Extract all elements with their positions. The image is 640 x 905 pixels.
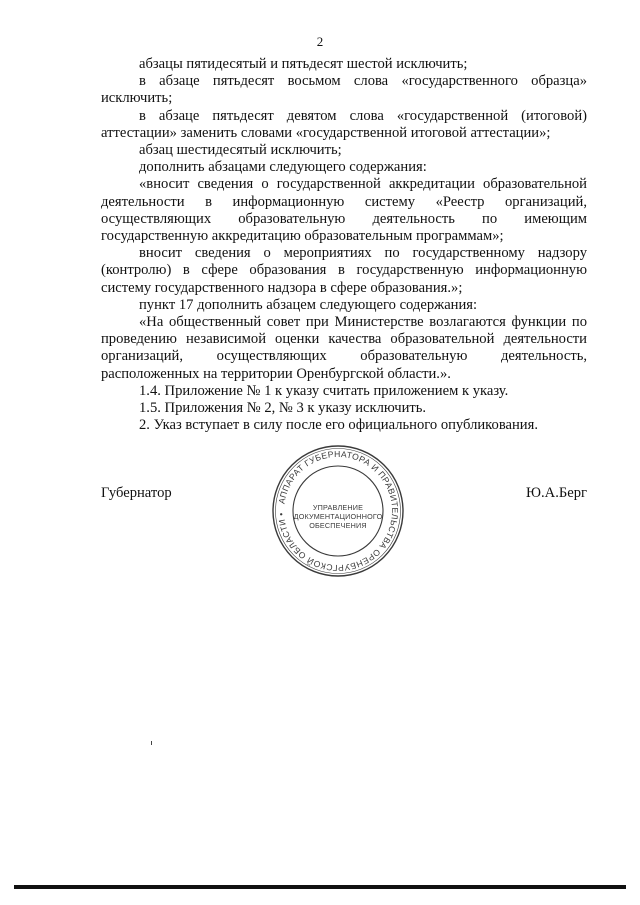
- paragraph: «На общественный совет при Министерстве возлагаются функции по проведению независимой оценки качества образовательной деятельности организаций, осуществляющих образовательную деятельность, расположенных на территории Оренбургской области.».: [101, 314, 587, 382]
- seal-center-line: УПРАВЛЕНИЕ: [312, 502, 364, 512]
- paragraph: пункт 17 дополнить абзацем следующего содержания:: [139, 296, 478, 313]
- paragraph: вносит сведения о мероприятиях по государственному надзору (контролю) в сфере образования в государственную информационную систему государственного надзора в сфере образования.»;: [101, 245, 587, 296]
- paragraph: абзацы пятидесятый и пятьдесят шестой исключить;: [139, 56, 468, 72]
- paragraph: «вносит сведения о государственной аккредитации образовательной деятельности в информационную систему «Реестр организаций, осуществляющих образовательную деятельность по имеющим государственную аккредитацию образовательным программам»;: [101, 176, 587, 245]
- paragraph: 2. Указ вступает в силу после его официального опубликования.: [139, 417, 538, 434]
- paragraph: 1.5. Приложения № 2, № 3 к указу исключить.: [139, 400, 427, 417]
- paragraph: абзац шестидесятый исключить;: [139, 142, 342, 159]
- seal-center-line: ДОКУМЕНТАЦИОННОГО: [293, 511, 383, 521]
- signature-name: Ю.А.Берг: [526, 485, 587, 501]
- seal-center-text: [270, 443, 406, 579]
- official-seal: [270, 443, 406, 579]
- paragraph: дополнить абзацами следующего содержания:: [139, 159, 427, 176]
- bottom-rule: [14, 885, 626, 889]
- signature-title: Губернатор: [101, 485, 172, 501]
- paragraph: 1.4. Приложение № 1 к указу считать приложением к указу.: [139, 382, 509, 399]
- scan-mark: [151, 741, 152, 745]
- seal-center-line: ОБЕСПЕЧЕНИЯ: [309, 520, 367, 530]
- paragraph: в абзаце пятьдесят девятом слова «государственной (итоговой) аттестации» заменить словами «государственной итоговой аттестации»;: [101, 107, 587, 141]
- page-number: 2: [316, 34, 324, 49]
- seal-ring-text: АППАРАТ ГУБЕРНАТОРА И ПРАВИТЕЛЬСТВА ОРЕНБУРГСКОЙ ОБЛАСТИ •: [275, 448, 401, 574]
- document-body: [101, 56, 587, 434]
- paragraph: в абзаце пятьдесят восьмом слова «государственного образца» исключить;: [101, 73, 587, 107]
